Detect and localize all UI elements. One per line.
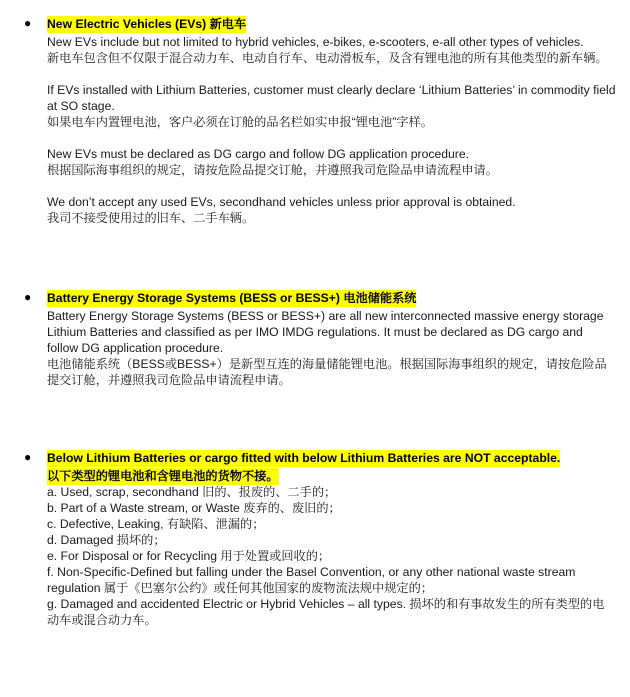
paragraph-en: New EVs must be declared as DG cargo and follow DG application procedure. — [47, 147, 470, 161]
paragraph-zh: 我司不接受使用过的旧车、二手车辆。 — [47, 211, 255, 225]
paragraph-en: We don’t accept any used EVs, secondhand vehicles unless prior approval is obtained. — [47, 195, 516, 209]
paragraph-en: Battery Energy Storage Systems (BESS or BESS+) are all new interconnected massive energy storage Lithium Batteries and classified as per IMO IMDG regulations. It must be declared as DG cargo and follow DG application procedure. — [47, 309, 604, 355]
paragraph-zh: 新电车包含但不仅限于混合动力车、电动自行车、电动滑板车，及含有锂电池的所有其他类型的新车辆。 — [47, 51, 608, 65]
spacer — [47, 66, 616, 82]
section-new-evs — [24, 16, 616, 226]
section-body — [24, 308, 616, 388]
section-body — [24, 468, 616, 628]
section-heading-row — [24, 290, 616, 308]
section-not-acceptable — [24, 450, 616, 628]
paragraph-en: If EVs installed with Lithium Batteries, customer must clearly declare ‘Lithium Batteries’ in commodity field at SO stage. — [47, 83, 616, 113]
list-item: b. Part of a Waste stream, or Waste 废弃的、废旧的； — [47, 501, 341, 515]
section-bess — [24, 290, 616, 388]
list-item: e. For Disposal or for Recycling 用于处置或回收的； — [47, 549, 331, 563]
spacer — [47, 178, 616, 194]
bullet-icon: ● — [24, 16, 32, 30]
section-subheading: 以下类型的锂电池和含锂电池的货物不接。 — [47, 469, 279, 483]
paragraph-zh: 根据国际海事组织的规定，请按危险品提交订舱，并遵照我司危险品申请流程申请。 — [47, 163, 498, 177]
section-heading-row — [24, 450, 616, 468]
list-item: a. Used, scrap, secondhand 旧的、报废的、二手的； — [47, 485, 337, 499]
section-heading: New Electric Vehicles (EVs) 新电车 — [47, 17, 247, 31]
bullet-icon: ● — [24, 450, 32, 464]
list-item: c. Defective, Leaking, 有缺陷、泄漏的； — [47, 517, 265, 531]
spacer — [47, 130, 616, 146]
paragraph-zh: 如果电车内置锂电池，客户必须在订舱的品名栏如实申报“锂电池”字样。 — [47, 115, 433, 129]
section-heading: Battery Energy Storage Systems (BESS or BESS+) 电池储能系统 — [47, 291, 417, 305]
paragraph-zh: 电池储能系统（BESS或BESS+）是新型互连的海量储能锂电池。根据国际海事组织的规定，请按危险品提交订舱，并遵照我司危险品申请流程申请。 — [47, 357, 607, 387]
bullet-icon: ● — [24, 290, 32, 304]
list-item: g. Damaged and accidented Electric or Hybrid Vehicles – all types. 损坏的和有事故发生的所有类型的电动车或混合动力车。 — [47, 597, 605, 627]
section-body — [24, 34, 616, 226]
section-heading: Below Lithium Batteries or cargo fitted with below Lithium Batteries are NOT acceptable. — [47, 451, 561, 465]
list-item: f. Non-Specific-Defined but falling under the Basel Convention, or any other national waste stream regulation 属于《巴塞尔公约》或任何其他国家的废物流法规中规定的； — [47, 565, 576, 595]
paragraph-en: New EVs include but not limited to hybrid vehicles, e-bikes, e-scooters, e-all other types of vehicles. — [47, 35, 584, 49]
section-heading-row — [24, 16, 616, 34]
list-item: d. Damaged 损坏的； — [47, 533, 166, 547]
